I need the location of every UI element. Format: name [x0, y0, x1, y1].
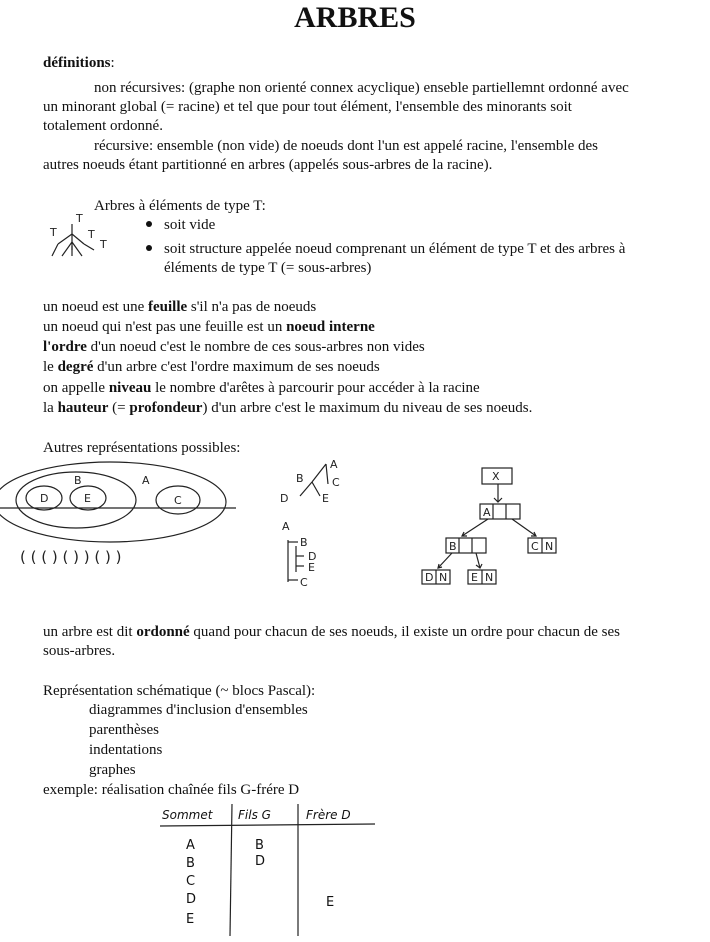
term-hauteur: la hauteur (= profondeur) d'un arbre c'est le maximum du niveau de ses noeuds. [43, 400, 533, 416]
linked-node-label: C [531, 540, 539, 553]
linked-node-label: X [492, 470, 500, 483]
schema-heading: Représentation schématique (~ blocs Pascal): [43, 683, 316, 699]
term-ordre: l'ordre d'un noeud c'est le nombre de ces sous-arbres non vides [43, 339, 425, 355]
linked-node-label: A [483, 506, 491, 519]
page-title: ARBRES [294, 1, 416, 34]
schema-item: parenthèses [89, 722, 159, 738]
inclusion-diagram [0, 458, 250, 573]
graph-node-label: A [330, 458, 338, 471]
indent-label: E [308, 561, 315, 574]
def-non-recursive-line-2: un minorant global (= racine) et tel que pour tout élément, l'ensemble des minorants soit [43, 99, 572, 115]
autres-heading: Autres représentations possibles: [43, 440, 241, 456]
linked-node-label: E [471, 571, 478, 584]
indentation-sketch [278, 518, 338, 590]
graph-node-label: E [322, 492, 329, 505]
indent-label: C [300, 576, 308, 589]
linked-node-label: D [425, 571, 434, 584]
indent-label: D [308, 550, 317, 563]
tree-sketch-icon [48, 212, 118, 262]
def-recursive-line-2: autres noeuds étant partitionné en arbres (appelés sous-arbres de la racine). [43, 157, 493, 173]
table-cell: B [255, 838, 264, 853]
venn-label: A [142, 474, 150, 487]
table-cell: A [186, 838, 195, 853]
sketch-t-label: T [50, 226, 57, 239]
term-niveau: on appelle niveau le nombre d'arêtes à parcourir pour accéder à la racine [43, 380, 480, 396]
table-cell: D [186, 892, 197, 907]
graph-node-label: B [296, 472, 304, 485]
linked-null-label: N [485, 571, 494, 584]
venn-label: D [40, 492, 49, 505]
ordonne-line-2: sous-arbres. [43, 643, 116, 659]
venn-label: E [84, 492, 91, 505]
linked-representation-diagram [418, 464, 578, 592]
linked-null-label: N [439, 571, 448, 584]
sketch-t-label: T [76, 212, 83, 225]
table-header-sommet: Sommet [162, 808, 213, 822]
term-degre: le degré d'un arbre c'est l'ordre maximum de ses noeuds [43, 359, 380, 375]
sketch-t-label: T [100, 238, 107, 251]
table-header-fils-g: Fils G [238, 808, 271, 822]
ordonne-line-1: un arbre est dit ordonné quand pour chacun de ses noeuds, il existe un ordre pour chacun de ses [43, 624, 620, 640]
def-recursive-line-1: récursive: ensemble (non vide) de noeuds dont l'un est appelé racine, l'ensemble des [94, 138, 598, 154]
indent-label: B [300, 536, 308, 549]
indent-label: A [282, 520, 290, 533]
table-cell: B [186, 856, 195, 871]
def-non-recursive-line-1: non récursives: (graphe non orienté connex acyclique) enseble partiellemnt ordonné avec [94, 80, 629, 96]
type-t-bullet-2: soit structure appelée noeud comprenant un élément de type T et des arbres à [146, 240, 625, 259]
sketch-t-label: T [88, 228, 95, 241]
linked-null-label: N [545, 540, 554, 553]
venn-label: C [174, 494, 182, 507]
def-non-recursive-line-3: totalement ordonné. [43, 118, 163, 134]
venn-label: B [74, 474, 82, 487]
linked-node-label: B [449, 540, 457, 553]
schema-item: diagrammes d'inclusion d'ensembles [89, 702, 308, 718]
term-feuille: un noeud est une feuille s'il n'a pas de noeuds [43, 299, 317, 315]
table-cell: C [186, 874, 196, 889]
type-t-bullet-1: soit vide [146, 216, 215, 235]
term-noeud-interne: un noeud qui n'est pas une feuille est un noeud interne [43, 319, 375, 335]
definitions-heading: définitions: [43, 55, 115, 71]
schema-exemple: exemple: réalisation chaînée fils G-frére D [43, 782, 300, 798]
table-header-frere-d: Frère D [306, 808, 351, 822]
table-cell: E [326, 895, 335, 910]
bullet-icon [146, 221, 152, 227]
schema-item: indentations [89, 742, 163, 758]
type-t-bullet-2-cont: éléments de type T (= sous-arbres) [164, 260, 372, 276]
table-cell: D [255, 854, 266, 869]
graph-node-label: C [332, 476, 340, 489]
graph-node-label: D [280, 492, 289, 505]
parentheses-notation: ( ( ( ) ( ) ) ( ) ) [20, 548, 122, 566]
graph-tree-sketch [272, 456, 362, 516]
type-t-heading: Arbres à éléments de type T: [94, 198, 266, 214]
bullet-icon [146, 245, 152, 251]
schema-item: graphes [89, 762, 136, 778]
table-cell: E [186, 912, 195, 927]
